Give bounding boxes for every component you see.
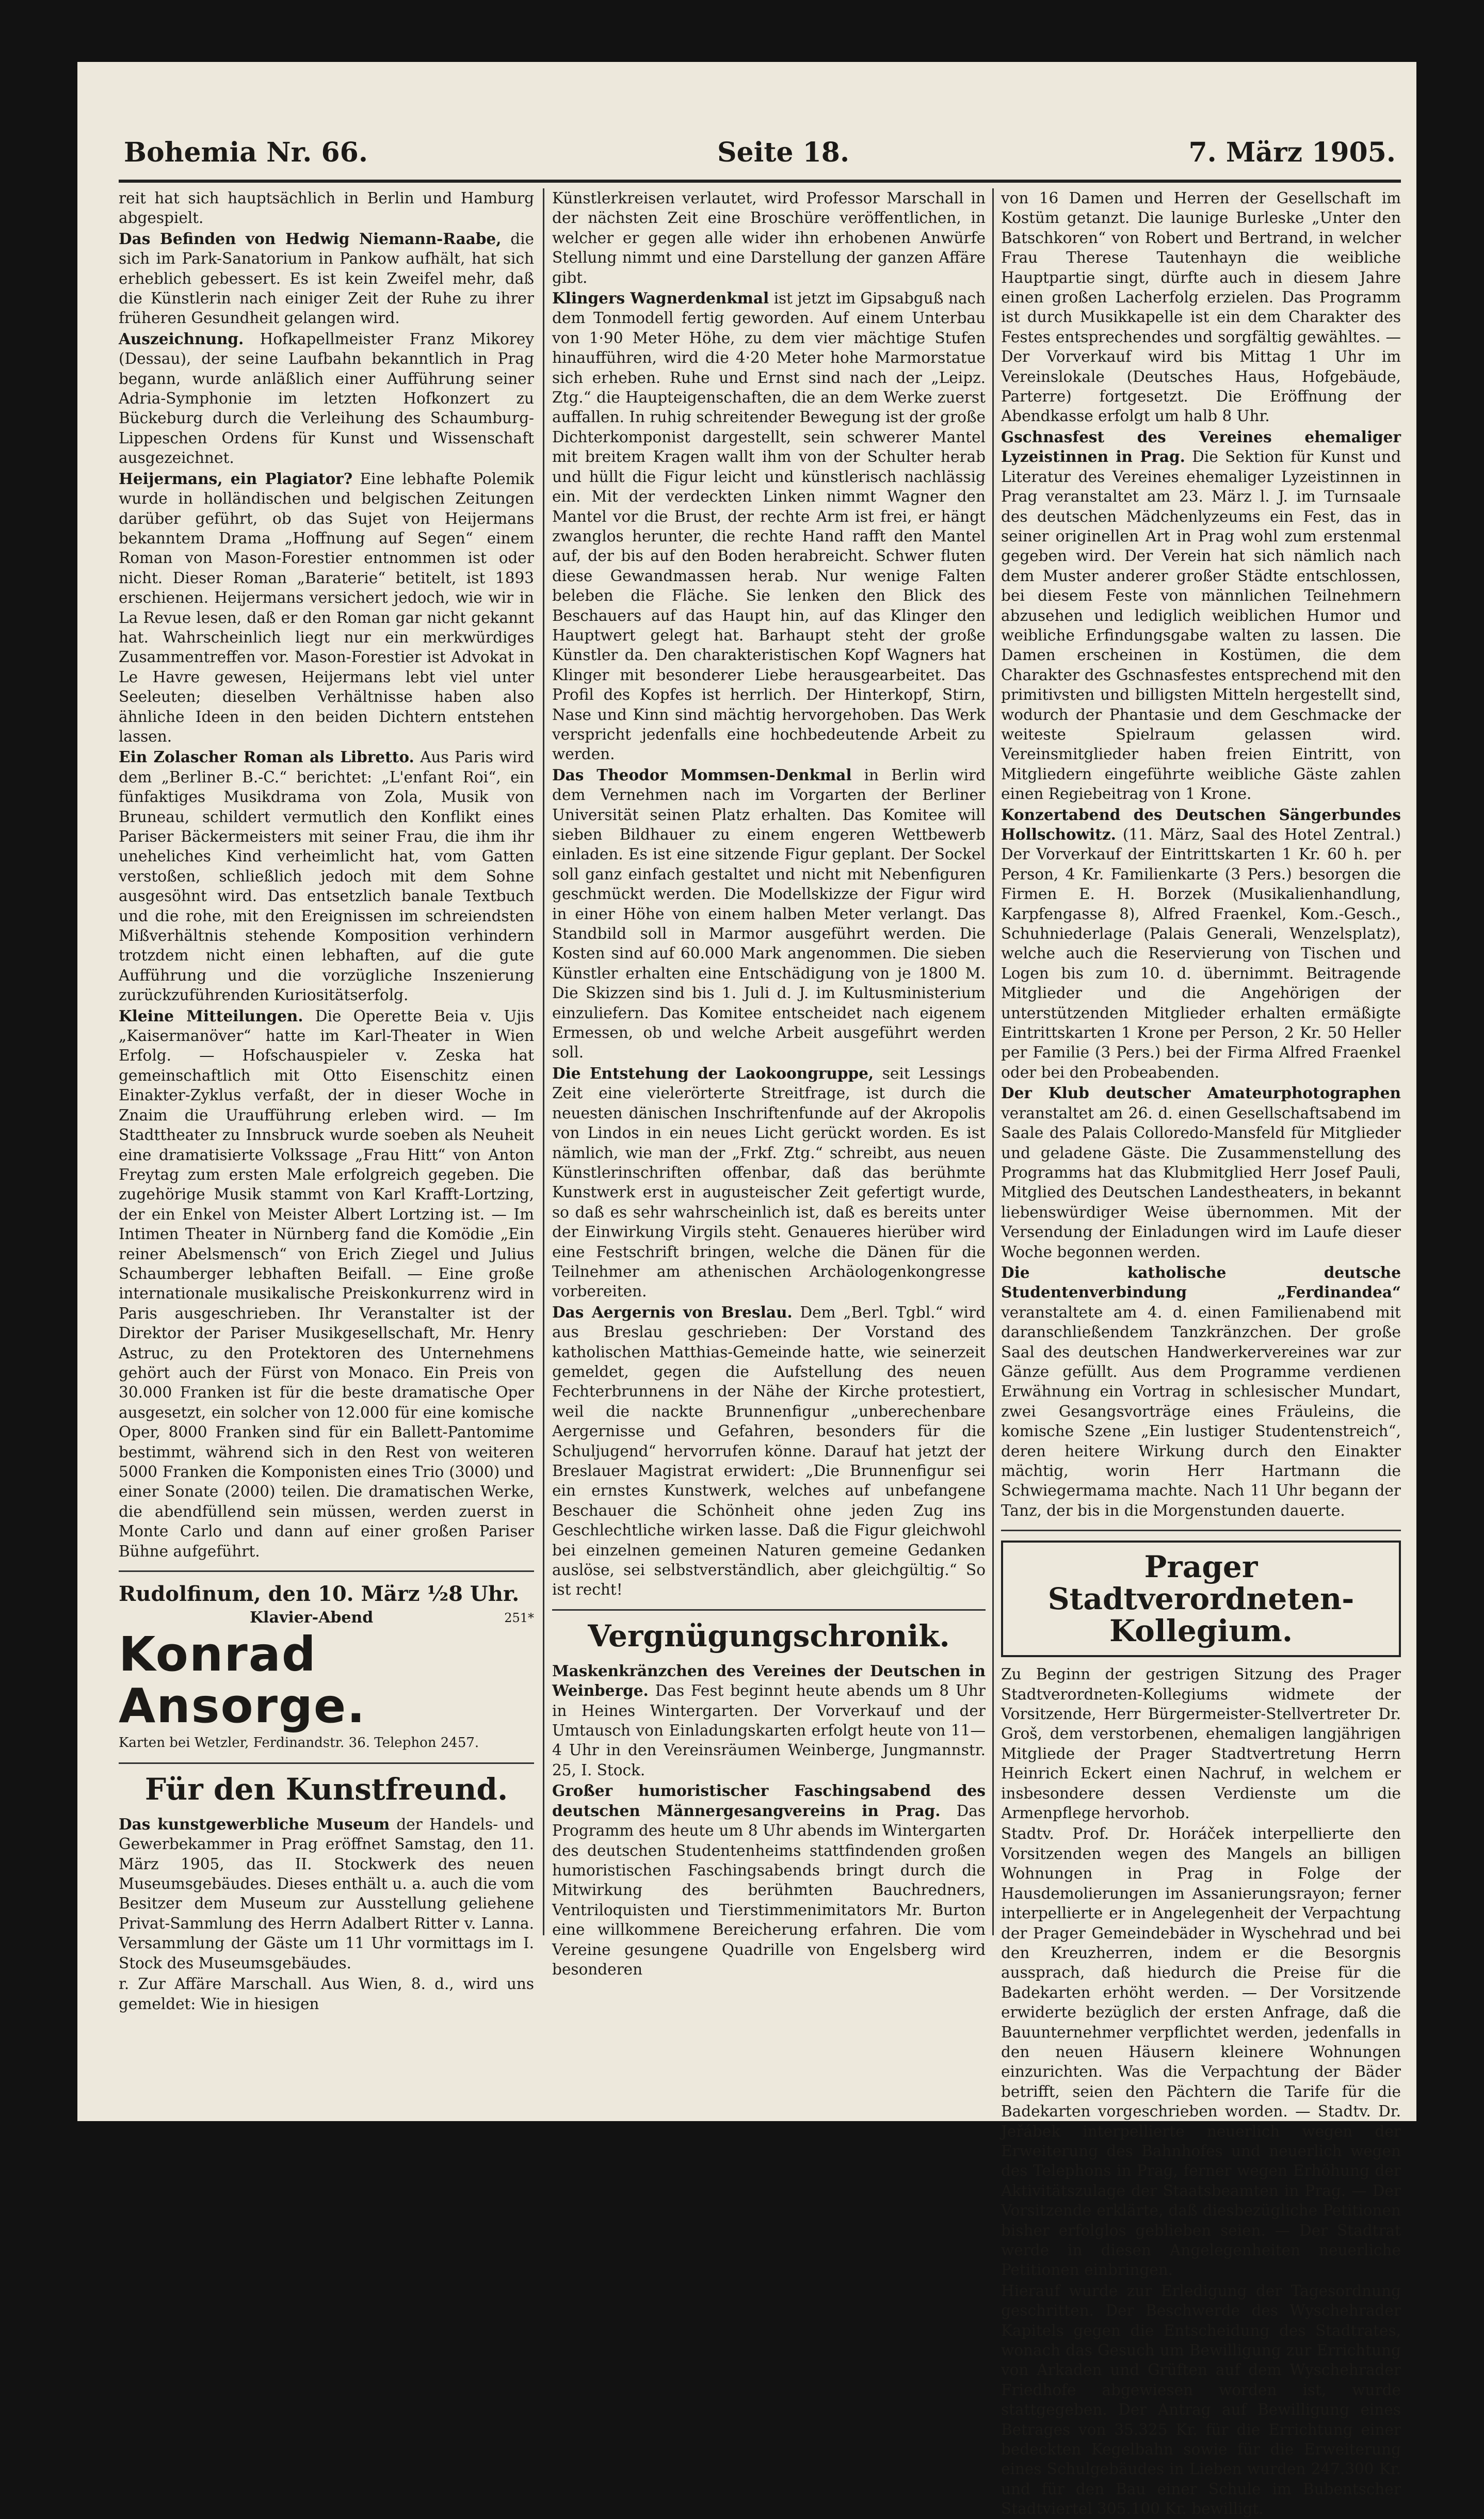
article: [552, 765, 986, 1063]
article-title: Konzertabend des Deutschen Sängerbundes Hollschowitz.: [1001, 805, 1401, 843]
page-number: Seite 18.: [717, 137, 850, 168]
article-title: Ein Zolascher Roman als Libretto.: [119, 748, 414, 766]
article-text: reit hat sich hauptsächlich in Berlin und Hamburg abgespielt.: [119, 189, 534, 227]
article-text: veranstaltet am 26. d. einen Gesellschaftsabend im Saale des Palais Colloredo-Mansfeld für Mitglieder und geladene Gäste. Die Zusammenstellung des Programms hat das Klubmitglied Herr Josef Pauli, Mitglied des Deutschen Landestheaters, in bekannt liebenswürdiger Weise übernommen. Mit der Versendung der Einladungen wird im Laufe dieser Woche begonnen werden.: [1001, 1104, 1401, 1261]
article-title: Der Klub deutscher Amateurphotographen: [1001, 1084, 1401, 1102]
article-title: Das kunstgewerbliche Museum: [119, 1815, 390, 1833]
newspaper-page: [77, 62, 1416, 2518]
masthead-rule: [119, 180, 1401, 183]
concert-advertisement: [119, 1581, 534, 1753]
issue-date: 7. März 1905.: [1188, 137, 1396, 168]
article: [119, 747, 534, 1005]
article-title: Kleine Mitteilungen.: [119, 1006, 303, 1025]
article-title: Maskenkränzchen des Vereines der Deutschen in Weinberge.: [552, 1661, 986, 1700]
divider: [119, 1762, 534, 1764]
article: [552, 1781, 986, 1979]
section-title: Für den Kunstfreund.: [144, 1771, 508, 1807]
article-text: Die Operette Beia v. Ujis „Kaisermanöver“ hatte im Karl-Theater in Wien Erfolg. — Hofschauspieler v. Zeska hat gemeinschaftlich mit Otto Eisenschitz einen Einakter-Zyklus verfaßt, der in dieser Woche in Znaim die Uraufführung erleben wird. — Im Stadttheater zu Innsbruck wurde soeben als Neuheit eine dramatisierte Volkssage „Frau Hitt“ von Anton Freytag zum ersten Male erfolgreich gegeben. Die zugehörige Musik stammt von Karl Krafft-Lortzing, der ein Enkel von Meister Albert Lortzing ist. — Im Intimen Theater in Nürnberg fand die Komödie „Ein reiner Abelsmensch“ von Erich Ziegel und Julius Schaumberger lebhaften Beifall. — Eine große internationale musikalische Preiskonkurrenz wird in Paris ausgeschrieben. Ihr Veranstalter ist der Direktor der Pariser Musikgesellschaft, Mr. Henry Astruc, zu den Protektoren des Unternehmens gehört auch der Fürst von Monaco. Ein Preis von 30.000 Franken ist für die beste dramatische Oper ausgesetzt, ein solcher von 12.000 für eine komische Oper, 8000 Franken sind für ein Ballett-Pantomime bestimmt, während sich in den Rest von weiteren 5000 Franken die Komponisten eines Trio (3000) und einer Sonate (2000) teilen. Die dramatischen Werke, die abendfüllend sein müssen, werden zuerst in Monte Carlo und dann auf einer großen Pariser Bühne aufgeführt.: [119, 1007, 534, 1560]
article-text: der Handels- und Gewerbekammer in Prag eröffnet Samstag, den 11. März 1905, das II. Stockwerk des neuen Museumsgebäudes. Dieses enthält u. a. auch die vom Besitzer dem Museum zur Ausstellung geliehene Privat-Sammlung des Herrn Adalbert Ritter v. Lanna. Versammlung der Gäste um 11 Uhr vormittags im I. Stock des Museumsgebäudes.: [119, 1815, 534, 1972]
article-text: Aus Paris wird dem „Berliner B.-C.“ berichtet: „L'enfant Roi“, ein fünfaktiges Musikdrama von Zola, Musik von Bruneau, schildert vermutlich den Konflikt eines Pariser Bäckermeisters mit seiner Frau, die ihm ihr uneheliches Kind verheimlicht hat, vom Gatten verstoßen, schließlich jedoch mit dem Sohne ausgesöhnt wird. Das entsetzlich banale Textbuch und die rohe, mit den Ereignissen im schreiendsten Mißverhältnis stehende Komposition verhindern trotzdem nicht einen lebhaften, auf die gute Aufführung und die vorzügliche Inszenierung zurückzuführenden Kuriositätserfolg.: [119, 748, 534, 1004]
divider: [119, 1570, 534, 1572]
article-text: in Berlin wird dem Vernehmen nach im Vorgarten der Berliner Universität seinen Platz erhalten. Das Komitee will sieben Bildhauer zu einem engeren Wettbewerb einladen. Es ist eine sitzende Figur geplant. Der Sockel soll ganz einfach gestaltet und nicht mit Nebenfiguren geschmückt werden. Die Modellskizze der Figur wird in einer Höhe von einem halben Meter verlangt. Das Standbild soll in Marmor ausgeführt werden. Die Kosten sind auf 60.000 Mark angenommen. Die sieben Künstler erhalten eine Entschädigung von je 1800 M. Die Skizzen sind bis 1. Juli d. J. im Kultusministerium einzuliefern. Das Komitee entscheidet nach eigenem Ermessen, ob und welche Arbeit ausgeführt werden soll.: [552, 766, 986, 1062]
article-text: ist jetzt im Gipsabguß nach dem Tonmodell fertig geworden. Auf einem Unterbau von 1·90 Meter Höhe, zu dem vier mächtige Stufen hinaufführen, wird die 4·20 Meter hohe Marmorstatue sich erheben. Ruhe und Ernst sind nach der „Leipz. Ztg.“ die Haupteigenschaften, die an dem Werke zuerst auffallen. In ruhig schreitender Bewegung ist der große Dichterkomponist dargestellt, sein schwerer Mantel mit breitem Kragen wallt ihm von der Schulter herab und hüllt die Figur leicht und künstlerisch nachlässig ein. Mit der verdeckten Linken nimmt Wagner den Mantel vor die Brust, der rechte Arm ist frei, er hängt zwanglos herunter, die rechte Hand rafft den Mantel auf, der bis auf den Boden herabreicht. Schwer fluten diese Gewandmassen herab. Nur wenige Falten beleben die Fläche. Sie lenken den Blick des Beschauers auf das Haupt hin, auf das Klinger den Hauptwert gelegt hat. Barhaupt steht der große Künstler da. Den charakteristischen Kopf Wagners hat Klinger mit besonderer Liebe herausgearbeitet. Das Profil des Kopfes ist herrlich. Der Hinterkopf, Stirn, Nase und Kinn sind mächtig hervorgehoben. Das Werk verspricht jedenfalls eine hochbedeutende Arbeit zu werden.: [552, 290, 986, 763]
section-title: Vergnügungschronik.: [588, 1618, 950, 1654]
article: [552, 1303, 986, 1600]
column-rule: [992, 188, 994, 1935]
article-text: Stadtv. Prof. Dr. Horáček interpellierte den Vorsitzenden wegen des Mangels an billigen Wohnungen in Prag in Folge der Hausdemolierungen im Assanierungsrayon; ferner interpellierte er in Angelegenheit der Verpachtung der Prager Gemeindebäder in Wyschehrad und bei den Kreuzherren, indem er die Besorgnis aussprach, daß hiedurch die Preise für die Badekarten erhöht werden. — Der Vorsitzende erwiderte bezüglich der ersten Anfrage, daß die Bauunternehmer verpflichtet werden, jedenfalls in den neuen Häusern kleinere Wohnungen einzurichten. Was die Verpachtung der Bäder betrifft, seien den Pächtern die Tarife für die Badekarten vorgeschrieben worden. — Stadtv. Dr. Jeřábek interpellierte neuerlich wegen der Erweiterung des Bahnhofes und neuerlich wegen des Telephons in Prag, ferner wegen Erhöhung der Aktivitätszulage der Staatsbeamten in Prag. — Der Vorsitzende erklärte, daß diesbezügliche Petitionen bisher erfolglos geblieben seien. — Der Stadtrat werde in diesen Angelegenheiten neuerliche Petitionen einbringen.: [1001, 1825, 1401, 2279]
article-text: Dem „Berl. Tgbl.“ wird aus Breslau geschrieben: Der Vorstand des katholischen Matthias-Gemeinde hatte, wie seinerzeit gemeldet, gegen die Aufstellung des neuen Fechterbrunnens in der Nähe der Kirche protestiert, weil die nackte Brunnenfigur „unberechenbare Aergernisse und Gefahren, besonders für die Schuljugend“ hervorrufen könne. Darauf hat jetzt der Breslauer Magistrat erwidert: „Die Brunnenfigur sei ein ernstes Kunstwerk, welches auf unbefangene Beschauer die Schönheit ohne jeden Zug ins Geschlechtliche wirken lasse. Daß die Figur gleichwohl bei einzelnen gemeinen Naturen gemeine Gedanken auslöse, sei selbstverständlich, aber gleichgültig.“ So ist recht!: [552, 1303, 986, 1599]
article: [552, 288, 986, 764]
article: [552, 1661, 986, 1780]
article: [119, 1006, 534, 1561]
article: [1001, 805, 1401, 1083]
issue-number: Bohemia Nr. 66.: [124, 137, 368, 168]
article-text: Hofkapellmeister Franz Mikorey (Dessau), der seine Laufbahn bekanntlich in Prag begann, wurde anläßlich einer Aufführung seiner Adria-Symphonie im letzten Hofkonzert zu Bückeburg durch die Verleihung des Schaumburg-Lippeschen Ordens für Kunst und Wissenschaft ausgezeichnet.: [119, 330, 534, 467]
column-1: [119, 188, 534, 2054]
column-3: [1001, 188, 1401, 2518]
article-text: die sich im Park-Sanatorium in Pankow aufhält, hat sich erheblich gebessert. Es ist kein Zweifel mehr, daß die Künstlerin nach einiger Zeit der Ruhe zu ihrer früheren Gesundheit gelangen wird.: [119, 230, 534, 327]
article: [1001, 1263, 1401, 1520]
ad-event-label: Klavier-Abend: [249, 1609, 374, 1627]
column-rule: [543, 188, 544, 1935]
article-title: Großer humoristischer Faschingsabend des deutschen Männergesangvereins in Prag.: [552, 1782, 986, 1820]
article-title: Die katholische deutsche Studentenverbindung „Ferdinandea“: [1001, 1263, 1401, 1302]
article-title: Heijermans, ein Plagiator?: [119, 469, 353, 488]
article: [119, 1815, 534, 1973]
masthead: [124, 137, 1396, 183]
article-text: r. Zur Affäre Marschall. Aus Wien, 8. d., wird uns gemeldet: Wie in hiesigen: [119, 1975, 534, 2013]
article-text: von 16 Damen und Herren der Gesellschaft im Kostüm getanzt. Die launige Burleske „Unter den Batschkoren“ von Robert und Bertrand, in welcher Frau Therese Tautenhayn die weibliche Hauptpartie singt, dürfte auch in diesem Jahre einen großen Lacherfolg erzielen. Das Programm ist durch Musikkapelle ist ein dem Charakter des Festes entsprechendes und sorgfältig gewähltes. — Der Vorverkauf wird bis Mittag 1 Uhr im Vereinslokale (Deutsches Haus, Hofgebäude, Parterre) fortgesetzt. Die Eröffnung der Abendkasse erfolgt um halb 8 Uhr.: [1001, 189, 1401, 425]
article: [552, 1064, 986, 1302]
article-title: Klingers Wagnerdenkmal: [552, 289, 769, 308]
ad-number: 251*: [504, 1611, 534, 1626]
article-text: veranstaltete am 4. d. einen Familienabend mit daranschließendem Tanzkränzchen. Der große Saal des deutschen Handwerkervereines war zur Gänze gefüllt. Aus dem Programme verdienen Erwähnung ein Vortrag in schlesischer Mundart, zwei Gesangsvorträge eines Fräuleins, die komische Szene „Ein lustiger Studentenstreich“, deren heitere Wirkung durch den Einakter mächtig, worin Herr Hartmann die Schwiegermama machte. Nach 11 Uhr begann der Tanz, der bis in die Morgenstunden dauerte.: [1001, 1303, 1401, 1519]
article-title: Auszeichnung.: [119, 329, 244, 348]
ad-event: [119, 1608, 534, 1628]
divider: [1001, 1530, 1401, 1531]
article-text: (11. März, Saal des Hotel Zentral.) Der Vorverkauf der Eintrittskarten 1 Kr. 60 h. per Person, 4 Kr. Familienkarte (3 Pers.) besorgen die Firmen E. H. Borzek (Musikalienhandlung, Karpfengasse 8), Alfred Fraenkel, Kom.-Gesch., Schuhniederlage (Palais Generali, Wenzelsplatz), welche auch die Reservierung von Tischen und Logen bis zum 10. d. übernimmt. Beitragende Mitglieder und die Angehörigen der unterstützenden Mitglieder erhalten ermäßigte Eintrittskarten 1 Krone per Person, 2 Kr. 50 Heller per Familie (3 Pers.) bei der Firma Alfred Fraenkel oder bei den Probeabenden.: [1001, 826, 1401, 1081]
article-text: Eine lebhafte Polemik wurde in holländischen und belgischen Zeitungen darüber geführt, ob das Sujet von Heijermans bekanntem Drama „Hoffnung auf Segen“ einem Roman von Mason-Forestier entnommen ist oder nicht. Dieser Roman „Baraterie“ betitelt, ist 1893 erschienen. Heijermans versichert jedoch, wie wir in La Revue lesen, daß er den Roman gar nicht gekannt hat. Wahrscheinlich liegt nur ein merkwürdiges Zusammentreffen vor. Mason-Forestier ist Advokat in Le Havre gewesen, Heijermans lebt viel unter Seeleuten; dieselben Verhältnisse haben also ähnliche Ideen in den beiden Dichtern entstehen lassen.: [119, 470, 534, 745]
article-title: Das Befinden von Hedwig Niemann-Raabe,: [119, 229, 502, 248]
ad-artist-name: Konrad Ansorge.: [119, 1627, 366, 1734]
article-title: Gschnasfest des Vereines ehemaliger Lyzeistinnen in Prag.: [1001, 427, 1401, 466]
section-title: Prager Stadtverordneten-Kollegium.: [1047, 1549, 1354, 1649]
article: [1001, 427, 1401, 804]
article-title: Die Entstehung der Laokoongruppe,: [552, 1064, 874, 1082]
article-text: seit Lessings Zeit eine vielerörterte Streitfrage, ist durch die neuesten dänischen Inschriftenfunde auf der Akropolis von Lindos in ein neues Licht gerückt worden. Es ist nämlich, wie man der „Frkf. Ztg.“ schreibt, aus neuen Künstlerinschriften offenbar, daß das berühmte Kunstwerk erst in augusteischer Zeit gefertigt wurde, so daß es sehr wahrscheinlich ist, daß es bereits unter der Einwirkung Virgils steht. Genaueres hierüber wird eine Festschrift bringen, welche die Dänen für die Teilnehmer am athenischen Archäologenkongresse vorbereiten.: [552, 1064, 986, 1301]
article: [119, 329, 534, 468]
article-text: Das Programm des heute um 8 Uhr abends im Wintergarten des deutschen Studentenheims stattfindenden großen humoristischen Faschingsabends bringt durch die Mitwirkung des berühmten Bauchredners, Ventriloquisten und Tierstimmenimitators Mr. Burton eine willkommene Bereicherung erfahren. Die vom Vereine gesungene Quadrille von Engelsberg wird besonderen: [552, 1802, 986, 1978]
article-title: Das Aergernis von Breslau.: [552, 1303, 793, 1321]
ad-date-line: Rudolfinum, den 10. März ½8 Uhr.: [119, 1582, 520, 1607]
article: [1001, 1083, 1401, 1262]
article: [119, 469, 534, 747]
article-text: Die Sektion für Kunst und Literatur des Vereines ehemaliger Lyzeistinnen in Prag veranstaltet am 23. März l. J. im Turnsaale des deutschen Mädchenlyzeums ein Fest, das in seiner originellen Art in Prag wohl zum erstenmal gegeben wird. Der Verein hat sich nämlich nach dem Muster anderer großer Städte entschlossen, bei diesem Feste von männlichen Teilnehmern abzusehen und lediglich weiblichen Humor und weibliche Erfindungsgabe walten zu lassen. Die Damen erscheinen in Kostümen, die dem Charakter des Gschnasfestes entsprechend mit den primitivsten und billigsten Mitteln hergestellt sind, wodurch der Phantasie und dem Geschmacke der weiteste Spielraum gelassen wird. Vereinsmitglieder haben freien Eintritt, von Mitgliedern eingeführte weibliche Gäste zahlen einen Regiebeitrag von 1 Krone.: [1001, 448, 1401, 803]
article-text: Zu Beginn der gestrigen Sitzung des Prager Stadtverordneten-Kollegiums widmete der Vorsitzende, Herr Bürgermeister-Stellvertreter Dr. Groš, dem verstorbenen, ehemaligen langjährigen Mitgliede der Prager Stadtvertretung Herrn Heinrich Eckert einen Nachruf, in welchem er insbesondere dessen Verdienste um die Armenpflege hervorhob.: [1001, 1665, 1401, 1822]
article: [119, 229, 534, 328]
boxed-section-title: [1001, 1541, 1401, 1657]
article-title: Das Theodor Mommsen-Denkmal: [552, 765, 852, 784]
ad-ticket-info: Karten bei Wetzler, Ferdinandstr. 36. Telephon 2457.: [119, 1735, 479, 1751]
divider: [552, 1609, 986, 1611]
column-2: [552, 188, 986, 2054]
article-text: Hierauf wurde zur Erledigung der Tagesordnung geschritten. Der Beschwerde des Wyschehrader Kapitels gegen die Entscheidung des Stadtrates, wonach das Gesuch um Bewilligung zur Errichtung von Arkaden und Grüften auf dem Wyschehrader Friedhofe abgewiesen worden ist, wurde stattgegeben. Der Antrag auf Bewilligung eines Betrages von 35.325 Kr. für die Errichtung einer bedeckten Kegelbahn sowie für die Erweiterung eines Schulgebäudes in Lieben wurden 247.300 Kr. und für den Bau einer Schule im Bubentscher Stadtviertel 305.100 Kr. bewilligt.: [1001, 2282, 1401, 2518]
article-text: Das Fest beginnt heute abends um 8 Uhr in Heines Wintergarten. Der Vorverkauf und der Umtausch von Einladungskarten erfolgt heute von 11—4 Uhr in den Vereinsräumen Weinberge, Jungmannstr. 25, I. Stock.: [552, 1682, 986, 1779]
article-text: Künstlerkreisen verlautet, wird Professor Marschall in der nächsten Zeit eine Broschüre veröffentlichen, in welcher er gegen alle wider ihn erhobenen Anwürfe Stellung nimmt und eine Darstellung der ganzen Affäre gibt.: [552, 189, 986, 286]
